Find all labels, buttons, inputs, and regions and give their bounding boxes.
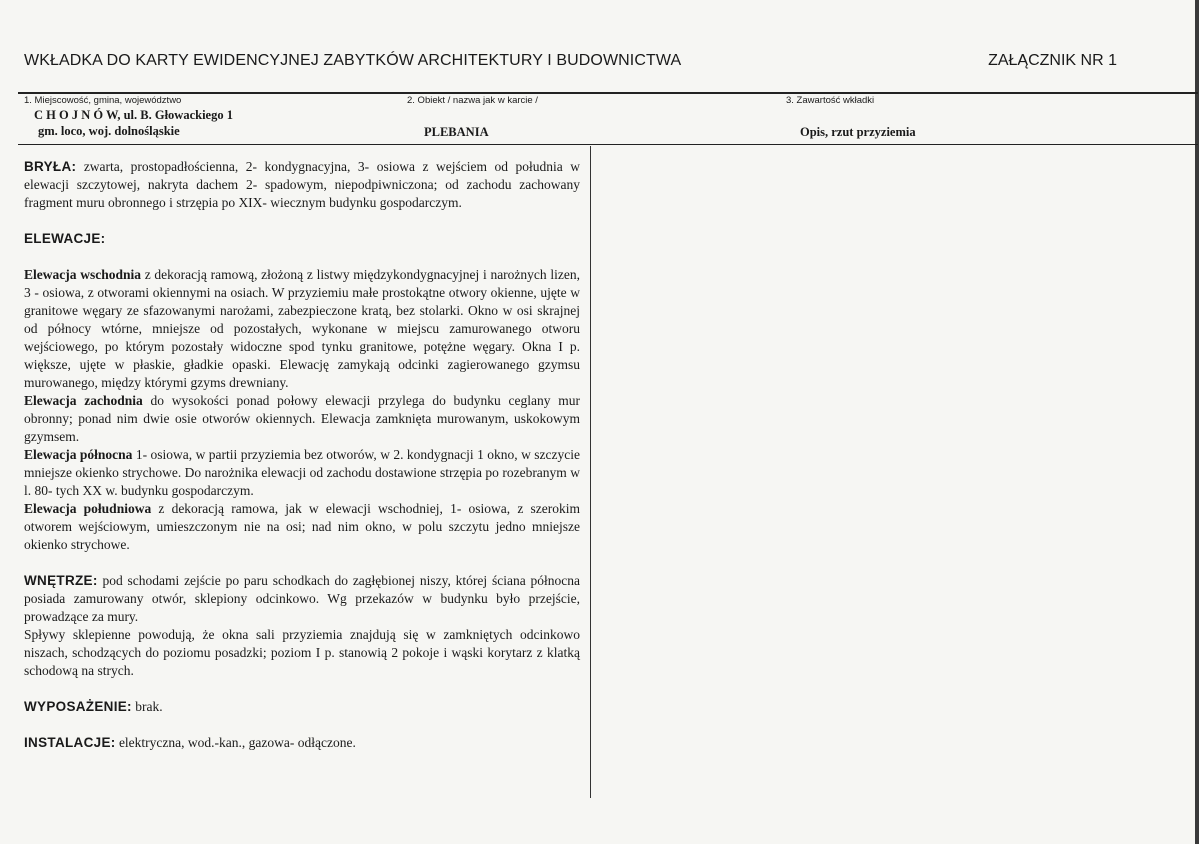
heading-wnetrze: WNĘTRZE: <box>24 573 98 588</box>
text-elewacja-wschodnia: z dekoracją ramową, złożoną z listwy międzykondygnacyjnej i narożnych lizen, 3 - osiowa, z otworami okiennymi na osiach. W przyziemiu małe prostokątne otwory okienne, ujęte w granitowe węgary ze sfazowanymi narożami, zabezpieczone kratą, bez stolarki. Okno w osi skrajnej od północy wtórne, mniejsze od pozostałych, wykonane w miejscu zamurowanego otworu wejściowego, po którym pozostały widoczne spod tynku granitowe, potężne węgary. Okna I p. większe, ujęte w płaskie, gładkie opaski. Elewację zamykają odcinki zagierowanego gzymsu murowanego, między którymi gzyms drewniany. <box>24 267 580 390</box>
heading-elewacja-wschodnia: Elewacja wschodnia <box>24 267 141 282</box>
annex-number: ZAŁĄCZNIK NR 1 <box>988 52 1117 69</box>
paragraph-elewacja-polnocna <box>24 446 580 500</box>
description-text <box>24 158 580 752</box>
paragraph-elewacja-wschodnia <box>24 266 580 392</box>
heading-instalacje: INSTALACJE: <box>24 735 116 750</box>
paragraph-wnetrze-2 <box>24 626 580 680</box>
field-2-object-name: PLEBANIA <box>424 125 489 139</box>
paragraph-elewacja-poludniowa <box>24 500 580 554</box>
text-wyposazenie: brak. <box>131 699 163 714</box>
scan-edge <box>1195 0 1199 844</box>
paragraph-elewacja-zachodnia <box>24 392 580 446</box>
field-2-label: 2. Obiekt / nazwa jak w karcie / <box>407 95 538 106</box>
heading-elewacja-zachodnia: Elewacja zachodnia <box>24 393 143 408</box>
text-wnetrze-2: Spływy sklepienne powodują, że okna sali przyziemia znajdują się w zamkniętych odcinkowo niszach, schodzących do poziomu posadzki; poziom I p. stanowią 2 pokoje i wąski korytarz z klatką schodową na strych. <box>24 627 580 678</box>
heading-wyposazenie: WYPOSAŻENIE: <box>24 699 132 714</box>
text-elewacja-zachodnia: do wysokości ponad połowy elewacji przylega do budynku ceglany mur obronny; ponad nim dwie osie otworów okiennych. Elewacja zamknięta murowanym, uskokowym gzymsem. <box>24 393 580 444</box>
field-3-label: 3. Zawartość wkładki <box>786 95 875 106</box>
document-title: WKŁADKA DO KARTY EWIDENCYJNEJ ZABYTKÓW ARCHITEKTURY I BUDOWNICTWA <box>24 52 682 69</box>
heading-elewacja-poludniowa: Elewacja południowa <box>24 501 152 516</box>
header-rule-bottom <box>18 144 1198 145</box>
section-instalacje <box>24 734 580 752</box>
text-wnetrze-1: pod schodami zejście po paru schodkach do zagłębionej niszy, której ściana północna posiada zamurowany otwór, sklepiony odcinkowo. Wg przekazów w budynku było przejście, prowadzące za mury. <box>24 573 580 624</box>
heading-elewacje: ELEWACJE: <box>24 231 106 246</box>
text-elewacja-poludniowa: z dekoracją ramowa, jak w elewacji wschodniej, 1- osiowa, z szerokim otworem wejściowym, umieszczonym nie na osi; nad nim okno, w polu szczytu jedno mniejsze okienko strychowe. <box>24 501 580 552</box>
section-elewacje <box>24 230 580 248</box>
column-divider <box>590 146 591 798</box>
heading-elewacja-polnocna: Elewacja północna <box>24 447 133 462</box>
field-1-location-line1: C H O J N Ó W, ul. B. Głowackiego 1 <box>34 108 233 122</box>
section-wyposazenie <box>24 698 580 716</box>
field-3-contents: Opis, rzut przyziemia <box>800 125 916 139</box>
header-rule-top <box>18 92 1198 94</box>
text-bryla: zwarta, prostopadłościenna, 2- kondygnacyjna, 3- osiowa z wejściem od południa w elewacji szczytowej, nakryta dachem 2- spadowym, niepodpiwniczona; od zachodu zachowany fragment muru obronnego i strzępia po XIX- wiecznym budynku gospodarczym. <box>24 159 580 210</box>
heading-bryla: BRYŁA: <box>24 159 77 174</box>
section-wnetrze <box>24 572 580 626</box>
field-1-location-line2: gm. loco, woj. dolnośląskie <box>38 124 180 138</box>
text-elewacja-polnocna: 1- osiowa, w partii przyziemia bez otworów, w 2. kondygnacji 1 okno, w szczycie mniejsze okienko strychowe. Do narożnika elewacji od zachodu dostawione strzępia po rozebranym w l. 80- tych XX w. budynku gospodarczym. <box>24 447 580 498</box>
text-instalacje: elektryczna, wod.-kan., gazowa- odłączone. <box>115 735 356 750</box>
section-bryla <box>24 158 580 212</box>
field-1-label: 1. Miejscowość, gmina, województwo <box>24 95 182 106</box>
